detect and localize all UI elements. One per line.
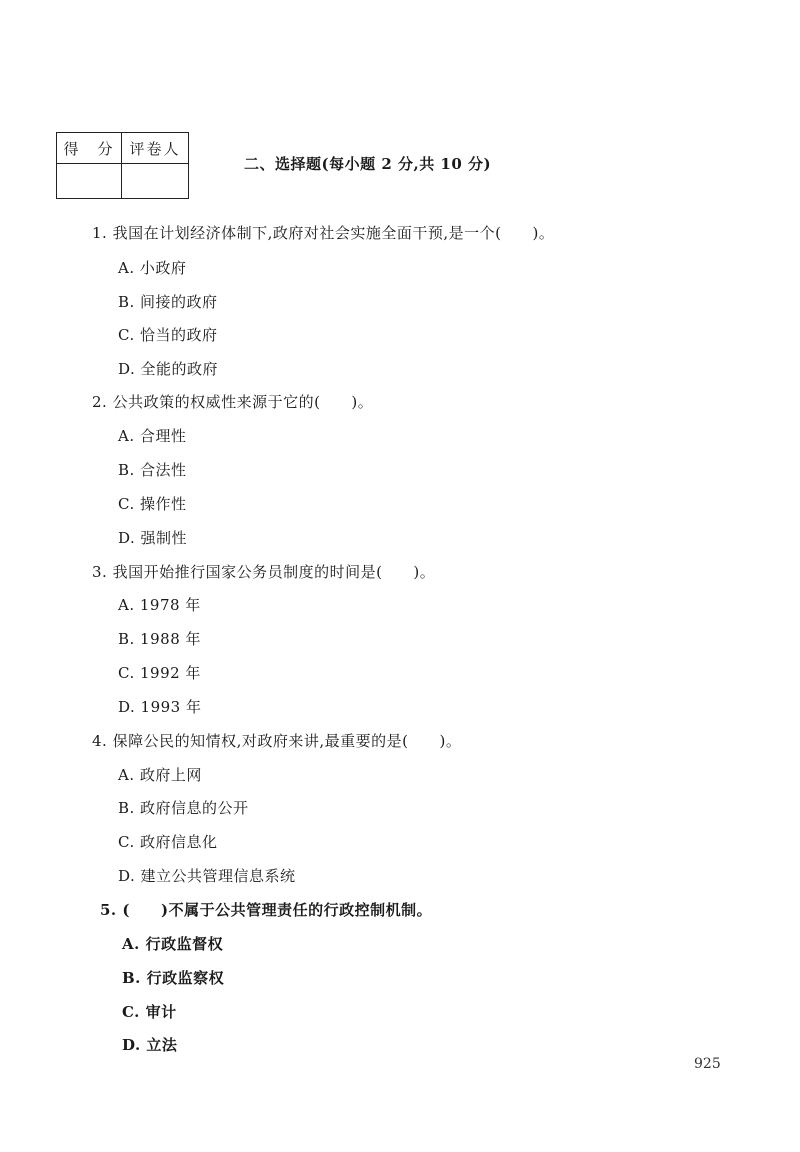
question-2-option-b[interactable]: B. 合法性 <box>118 461 187 479</box>
question-1-stem: 1. 我国在计划经济体制下,政府对社会实施全面干预,是一个( )。 <box>92 224 555 242</box>
question-3-option-c[interactable]: C. 1992 年 <box>118 664 201 682</box>
grader-cell[interactable] <box>122 164 189 199</box>
score-table <box>56 132 189 199</box>
question-4-option-a[interactable]: A. 政府上网 <box>118 766 202 784</box>
question-4-option-c[interactable]: C. 政府信息化 <box>118 833 218 851</box>
question-5-option-c[interactable]: C. 审计 <box>122 1003 177 1021</box>
question-4-option-b[interactable]: B. 政府信息的公开 <box>118 799 249 817</box>
question-1-option-d[interactable]: D. 全能的政府 <box>118 360 219 378</box>
question-2-option-a[interactable]: A. 合理性 <box>118 427 187 445</box>
question-1-option-a[interactable]: A. 小政府 <box>118 259 187 277</box>
question-4-option-d[interactable]: D. 建立公共管理信息系统 <box>118 867 296 885</box>
question-2-stem: 2. 公共政策的权威性来源于它的( )。 <box>92 393 374 411</box>
score-label: 得 分 <box>57 133 122 164</box>
question-2-option-d[interactable]: D. 强制性 <box>118 529 188 547</box>
question-3-option-d[interactable]: D. 1993 年 <box>118 698 202 716</box>
question-5-stem: 5. ( )不属于公共管理责任的行政控制机制。 <box>100 901 433 919</box>
section-title: 二、选择题(每小题 2 分,共 10 分) <box>244 155 492 173</box>
question-1-option-c[interactable]: C. 恰当的政府 <box>118 326 218 344</box>
question-5-option-d[interactable]: D. 立法 <box>122 1036 178 1054</box>
question-5-option-b[interactable]: B. 行政监察权 <box>122 969 225 987</box>
question-1-option-b[interactable]: B. 间接的政府 <box>118 293 218 311</box>
question-3-stem: 3. 我国开始推行国家公务员制度的时间是( )。 <box>92 563 436 581</box>
question-5-option-a[interactable]: A. 行政监督权 <box>122 935 224 953</box>
question-2-option-c[interactable]: C. 操作性 <box>118 495 187 513</box>
page-number: 925 <box>694 1056 721 1072</box>
score-cell[interactable] <box>57 164 122 199</box>
grader-label: 评卷人 <box>122 133 189 164</box>
question-4-stem: 4. 保障公民的知情权,对政府来讲,最重要的是( )。 <box>92 732 462 750</box>
question-3-option-a[interactable]: A. 1978 年 <box>118 596 201 614</box>
question-3-option-b[interactable]: B. 1988 年 <box>118 630 202 648</box>
